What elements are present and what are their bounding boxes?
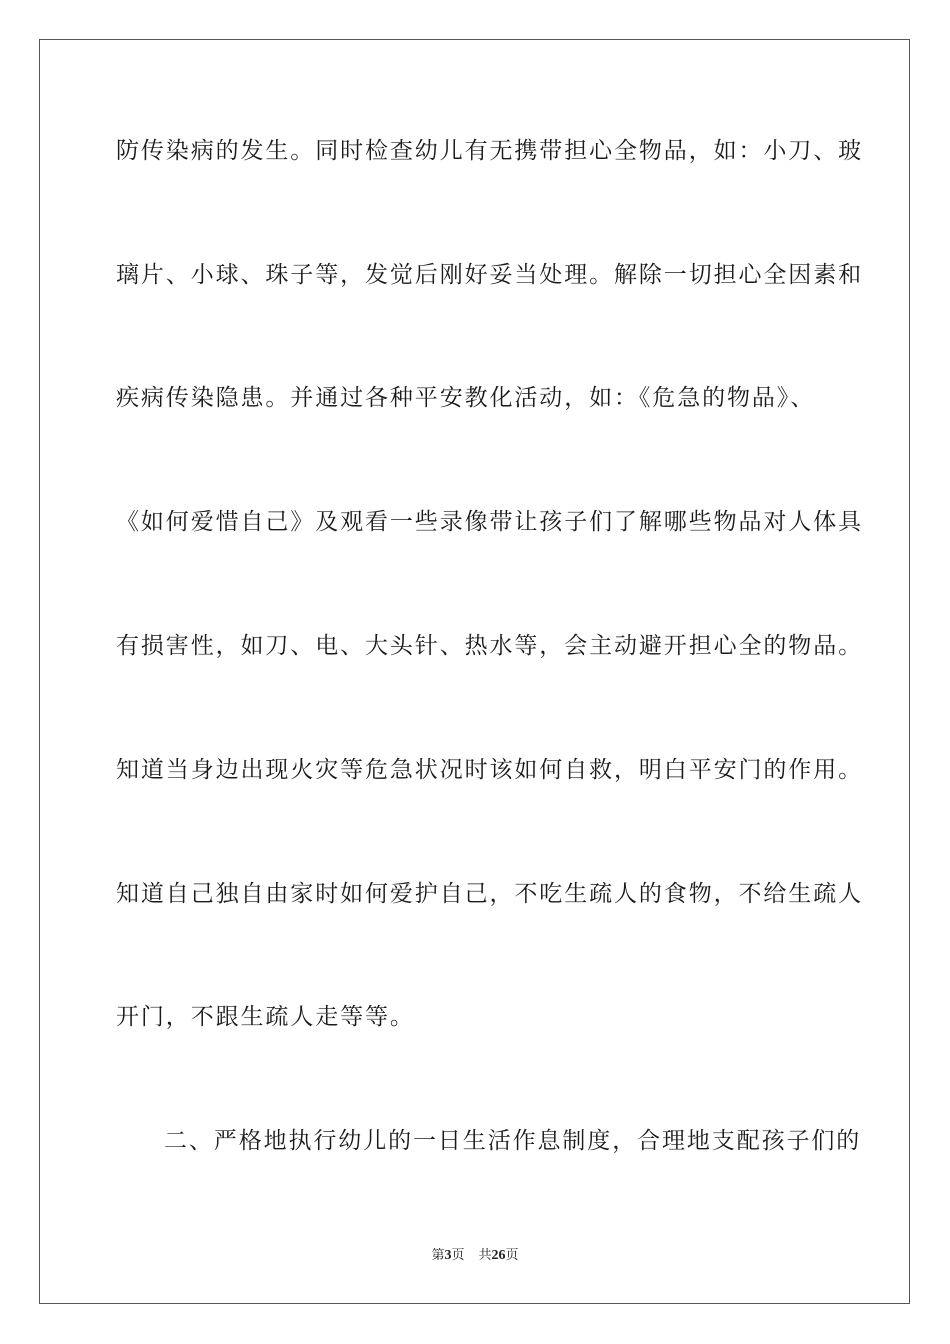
body-text-line-5: 有损害性，如刀、电、大头针、热水等，会主动避开担心全的物品。 (116, 633, 863, 659)
body-text-line-2: 璃片、小球、珠子等，发觉后刚好妥当处理。解除一切担心全因素和 (116, 262, 863, 288)
footer-page-number: 3 (444, 1248, 452, 1263)
body-text-line-6: 知道当身边出现火灾等危急状况时该如何自救，明白平安门的作用。 (116, 757, 863, 783)
page-border (39, 39, 910, 1304)
body-text-line-7: 知道自己独自由家时如何爱护自己，不吃生疏人的食物，不给生疏人 (116, 881, 863, 907)
footer-page-suffix: 页 (451, 1248, 465, 1263)
footer-total-prefix: 共 (478, 1248, 492, 1263)
body-text-line-3: 疾病传染隐患。并通过各种平安教化活动，如：《危急的物品》、 (116, 385, 816, 411)
footer-total-pages: 26 (491, 1248, 506, 1263)
footer-page-prefix: 第 (431, 1248, 445, 1263)
body-text-line-4: 《如何爱惜自己》及观看一些录像带让孩子们了解哪些物品对人体具 (116, 509, 863, 535)
body-text-line-1: 防传染病的发生。同时检查幼儿有无携带担心全物品，如：小刀、玻 (116, 138, 863, 164)
section-heading-line: 二、严格地执行幼儿的一日生活作息制度，合理地支配孩子们的 (164, 1128, 862, 1154)
page-footer (0, 1247, 950, 1265)
footer-total-suffix: 页 (505, 1248, 519, 1263)
body-text-line-8: 开门，不跟生疏人走等等。 (116, 1004, 415, 1030)
